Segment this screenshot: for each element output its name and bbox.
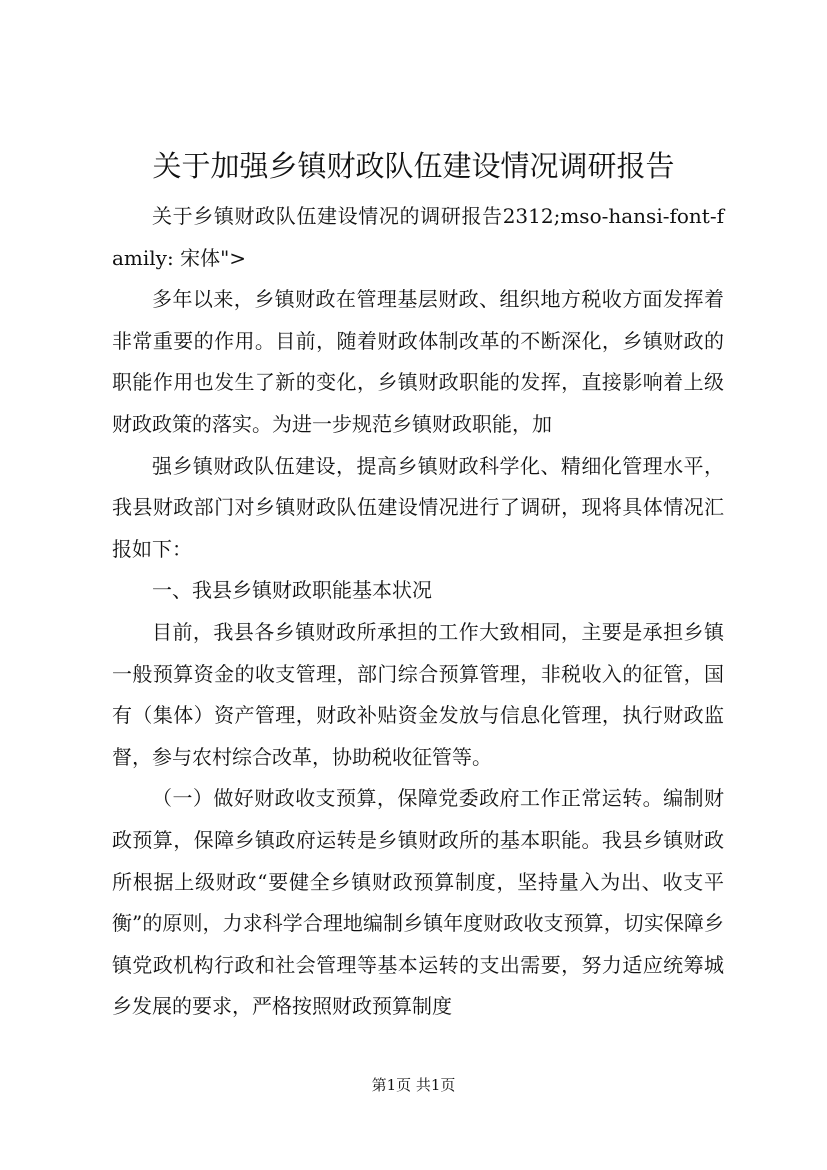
document-body [112, 196, 724, 1028]
paragraph-intro: 多年以来，乡镇财政在管理基层财政、组织地方税收方面发挥着非常重要的作用。目前，随着财政体制改革的不断深化，乡镇财政的职能作用也发生了新的变化，乡镇财政职能的发挥，直接影响着上级财政政策的落实。为进一步规范乡镇财政职能，加 [112, 287, 724, 436]
paragraph-budget: （一）做好财政收支预算，保障党委政府工作正常运转。编制财政预算，保障乡镇政府运转是乡镇财政所的基本职能。我县乡镇财政所根据上级财政“要健全乡镇财政预算制度，坚持量入为出、收支平衡”的原则，力求科学合理地编制乡镇年度财政收支预算，切实保障乡镇党政机构行政和社会管理等基本运转的支出需要，努力适应统筹城乡发展的要求，严格按照财政预算制度 [112, 786, 724, 1019]
paragraph-intro-continued: 强乡镇财政队伍建设，提高乡镇财政科学化、精细化管理水平，我县财政部门对乡镇财政队伍建设情况进行了调研，现将具体情况汇报如下： [112, 453, 724, 561]
document-title: 关于加强乡镇财政队伍建设情况调研报告 [152, 149, 675, 183]
page-footer: 第1页 共1页 [371, 1076, 456, 1094]
section-heading: 一、我县乡镇财政职能基本状况 [152, 578, 432, 603]
paragraph-subtitle: 关于乡镇财政队伍建设情况的调研报告2312;mso-hansi-font-family: 宋体"> [112, 204, 724, 270]
paragraph-functions: 目前，我县各乡镇财政所承担的工作大致相同，主要是承担乡镇一般预算资金的收支管理，部门综合预算管理，非税收入的征管，国有（集体）资产管理，财政补贴资金发放与信息化管理，执行财政监督，参与农村综合改革，协助税收征管等。 [112, 619, 724, 769]
